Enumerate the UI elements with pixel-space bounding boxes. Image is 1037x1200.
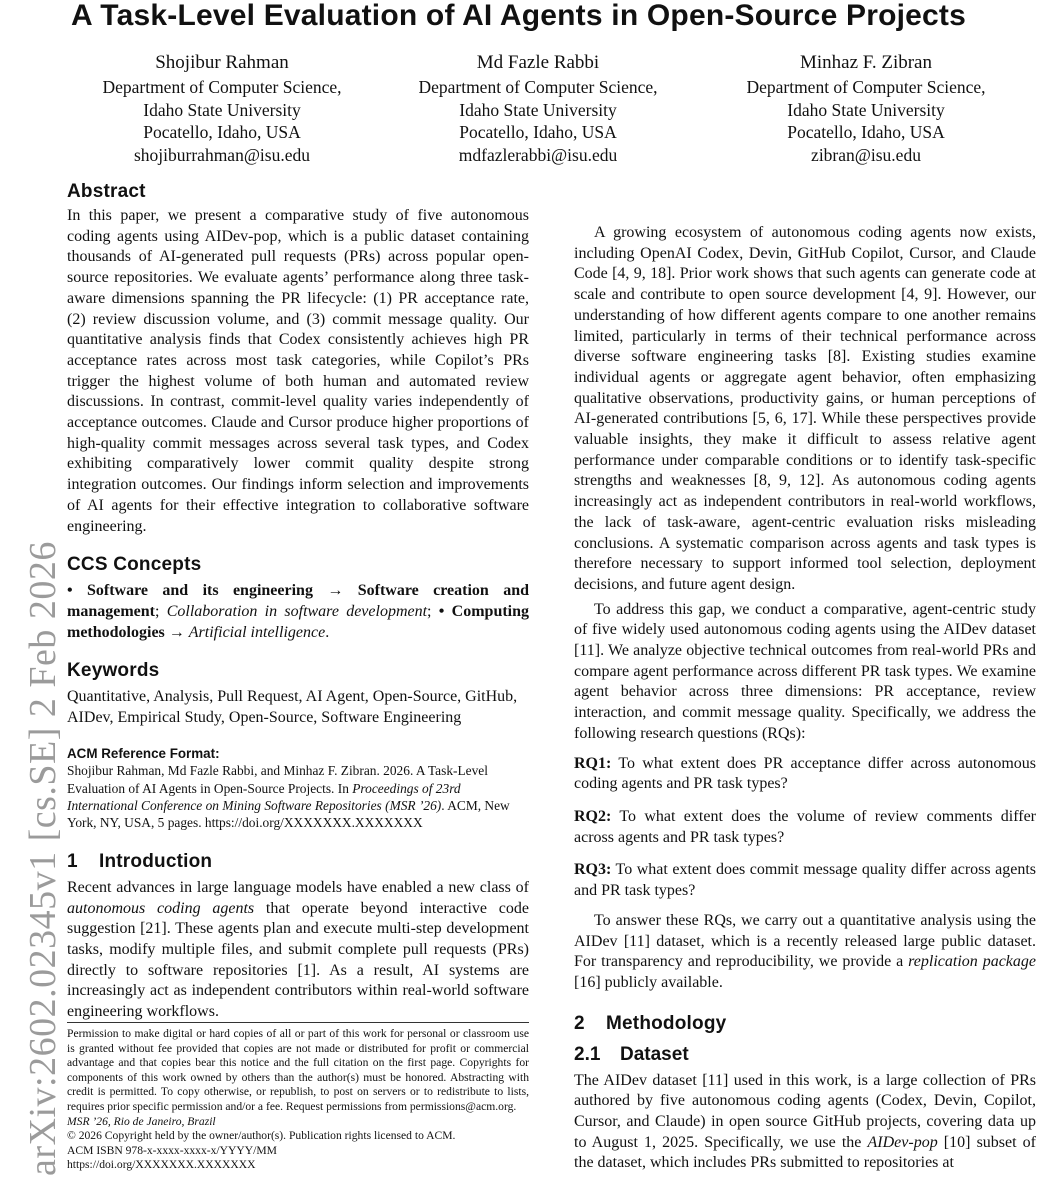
- acm-reference: [67, 745, 529, 832]
- ccs-concept-2-detail: Artificial intelligence: [188, 623, 326, 641]
- text-part: [16] publicly available.: [574, 973, 723, 991]
- author-block-2: [388, 50, 688, 166]
- acm-ref-part: Shojibur Rahman, Md Fazle Rabbi, and Minhaz F. Zibran. 2026. A Task-Level Evaluation of AI Agents in Open-Source Projects. In: [67, 763, 488, 796]
- text-part: Recent advances in large language models have enabled a new class of: [67, 878, 529, 896]
- ccs-heading: CCS Concepts: [67, 554, 202, 576]
- copyright-text: © 2026 Copyright held by the owner/author(s). Publication rights licensed to ACM.: [67, 1129, 456, 1143]
- author-block-3: [716, 50, 1016, 166]
- author-email[interactable]: mdfazlerabbi@isu.edu: [458, 144, 618, 165]
- text-part: that operate beyond interactive code suggestion [21]. These agents plan and execute multi-step development tasks, modify multiple files, and submit complete pull requests (PRs) directly to software repositories [1]. As a result, AI systems are increasingly act as independent contributors within real-world software engineering workflows.: [67, 899, 530, 1021]
- keywords-heading: Keywords: [67, 660, 160, 682]
- author-univ: Idaho State University: [143, 99, 301, 120]
- abstract-heading: Abstract: [67, 181, 146, 202]
- author-dept: Department of Computer Science,: [746, 77, 986, 97]
- rq1-label: RQ1:: [574, 754, 612, 772]
- author-name: Md Fazle Rabbi: [476, 52, 600, 73]
- author-email[interactable]: shojiburrahman@isu.edu: [133, 144, 311, 165]
- author-univ: Idaho State University: [459, 99, 617, 120]
- author-name: Minhaz F. Zibran: [800, 52, 932, 73]
- ccs-concept-2: • Computing methodologies: [67, 602, 530, 641]
- section-title: Methodology: [606, 1012, 727, 1034]
- text-part: To answer these RQs, we carry out a quantitative analysis using the AIDev [11] dataset, which is a recently released large public dataset. For transparency and reproducibility, we provide a: [574, 911, 1036, 971]
- rq1: [574, 754, 1036, 795]
- paper-title: A Task-Level Evaluation of AI Agents in Open-Source Projects: [71, 0, 966, 32]
- acm-ref-heading: ACM Reference Format:: [67, 745, 220, 761]
- rq3-text: To what extent does commit message quality differ across agents and PR task types?: [574, 861, 1036, 900]
- section-title: Introduction: [99, 850, 213, 872]
- author-location: Pocatello, Idaho, USA: [787, 122, 945, 142]
- text-part: The AIDev dataset [11] used in this work, is a large collection of PRs authored by five autonomous coding agents (Codex, Devin, Copilot, Cursor, and Claude) in open source GitHub projects, covering data up to August 1, 2025. Specifically, we use the: [574, 1071, 1036, 1151]
- intro-paragraph-2: A growing ecosystem of autonomous coding agents now exists, including OpenAI Codex, Devin, GitHub Copilot, Cursor, and Claude Code [4, 9, 18]. Prior work shows that such agents can generate code at scale and contribute to open source development [4, 9]. However, our understanding of how different agents compare to one another remains limited, particularly in terms of their technical performance across diverse software engineering tasks [8]. Existing studies examine individual agents or aggregate agent behavior, often emphasizing qualitative observations, productivity gains, or human perceptions of AI-generated contributions [5, 6, 17]. While these perspectives provide valuable insights, they make it difficult to assess relative agent performance under comparable conditions or to identify task-specific strengths and weaknesses [8, 9, 12]. As autonomous coding agents increasingly act as independent contributors in real-world workflows, the lack of task-aware, agent-centric evaluation risks misleading conclusions. A systematic comparison across agents and task types is therefore necessary to support informed tool selection, deployment decisions, and future agent design.: [574, 224, 1036, 593]
- intro-heading: [67, 850, 529, 874]
- dataset-heading: [574, 1043, 1036, 1067]
- text-emphasis: replication package: [908, 953, 1036, 971]
- doi-link[interactable]: https://doi.org/XXXXXXX.XXXXXXX: [67, 1158, 256, 1172]
- section-number: 2: [574, 1012, 585, 1034]
- right-column: [574, 182, 1036, 1174]
- author-name: Shojibur Rahman: [155, 52, 289, 73]
- author-dept: Department of Computer Science,: [102, 77, 342, 97]
- dataset-paragraph: [574, 1071, 1036, 1175]
- author-dept: Department of Computer Science,: [418, 77, 658, 97]
- left-column: [67, 180, 529, 1023]
- intro-paragraph-1: [67, 878, 529, 1023]
- author-email[interactable]: zibran@isu.edu: [811, 144, 921, 165]
- subsection-number: 2.1: [574, 1043, 601, 1065]
- author-block-1: [72, 50, 372, 166]
- arxiv-stamp[interactable]: arXiv:2602.02345v1 [cs.SE] 2 Feb 2026: [22, 541, 64, 1176]
- abstract-text: In this paper, we present a comparative study of five autonomous coding agents using AIDev-pop, which is a public dataset containing thousands of AI-generated pull requests (PRs) across popular open-source repositories. We evaluate agents’ performance along three task-aware dimensions spanning the PR lifecycle: (1) PR acceptance rate, (2) review discussion volume, and (3) commit message quality. Our quantitative analysis finds that Codex consistently achieves high PR acceptance rates across most task categories, while Copilot’s PRs trigger the highest volume of both human and automated review discussions. In contrast, commit-level quality varies independently of acceptance outcomes. Claude and Cursor produce higher proportions of high-quality commit messages across several task types, and Codex exhibiting comparatively lower commit quality despite strong integration outcomes. Our findings inform selection and improvements of AI agents for their effective integration to collaborative software engineering.: [67, 207, 529, 535]
- rq2-label: RQ2:: [574, 807, 612, 825]
- text-emphasis: autonomous coding agents: [67, 899, 255, 917]
- separator: ;: [427, 602, 439, 620]
- author-location: Pocatello, Idaho, USA: [143, 122, 301, 142]
- acm-ref-venue: Proceedings of 23rd International Conference on Mining Software Repositories (MSR ’26): [67, 780, 461, 813]
- text-part: [10] subset of the dataset, which includes PRs submitted to repositories at: [574, 1133, 1036, 1172]
- arrow-2: →: [164, 623, 189, 641]
- rq2: [574, 807, 1036, 848]
- author-univ: Idaho State University: [787, 99, 945, 120]
- methodology-heading: [574, 1012, 1036, 1036]
- footnote-block: [67, 1022, 529, 1173]
- keywords-text: Quantitative, Analysis, Pull Request, AI Agent, Open-Source, GitHub, AIDev, Empirical Study, Open-Source, Software Engineering: [67, 688, 518, 727]
- intro-paragraph-3: To address this gap, we conduct a comparative, agent-centric study of five widely used autonomous coding agents using the AIDev dataset [11]. We analyze objective technical outcomes from real-world PRs and compare agent performance across different PR task types. We examine agent behavior across three dimensions: PR acceptance, review interaction, and commit message quality. Specifically, we address the following research questions (RQs):: [574, 600, 1036, 742]
- ccs-concept-1-detail: Collaboration in software development: [166, 602, 428, 620]
- intro-paragraph-4: [574, 911, 1036, 994]
- rq1-text: To what extent does PR acceptance differ across autonomous coding agents and PR task types?: [574, 754, 1036, 793]
- ccs-concept-1: • Software and its engineering: [67, 582, 313, 600]
- section-number: 1: [67, 850, 78, 872]
- end-dot: .: [325, 623, 330, 641]
- acm-ref-text: [67, 762, 529, 832]
- acm-ref-part: . ACM, New York, NY, USA, 5 pages. https://doi.org/XXXXXXX.XXXXXXX: [67, 797, 510, 831]
- venue-text: MSR ’26, Rio de Janeiro, Brazil: [67, 1114, 216, 1128]
- subsection-title: Dataset: [620, 1043, 689, 1065]
- arrow-1: →: [312, 582, 358, 600]
- rq3-label: RQ3:: [574, 861, 612, 879]
- isbn-text: ACM ISBN 978-x-xxxx-xxxx-x/YYYY/MM: [67, 1143, 277, 1157]
- author-location: Pocatello, Idaho, USA: [459, 122, 617, 142]
- separator: ;: [154, 602, 167, 620]
- permission-text: Permission to make digital or hard copies of all or part of this work for personal or classroom use is granted without fee provided that copies are not made or distributed for profit or commercial advantage and that copies bear this notice and the full citation on the first page. Copyrights for components of this work owned by others than the author(s) must be honored. Abstracting with credit is permitted. To copy otherwise, or republish, to post on servers or to redistribute to lists, requires prior specific permission and/or a fee. Request permissions from permissions@acm.org.: [67, 1027, 529, 1113]
- rq3: [574, 860, 1036, 901]
- ccs-concept-1b: Software creation and management: [67, 582, 529, 620]
- rq2-text: To what extent does the volume of review comments differ across agents and PR task types?: [574, 807, 1036, 846]
- text-emphasis: AIDev-pop: [867, 1133, 938, 1151]
- footnote-rule: [67, 1022, 529, 1023]
- ccs-text: [67, 581, 529, 643]
